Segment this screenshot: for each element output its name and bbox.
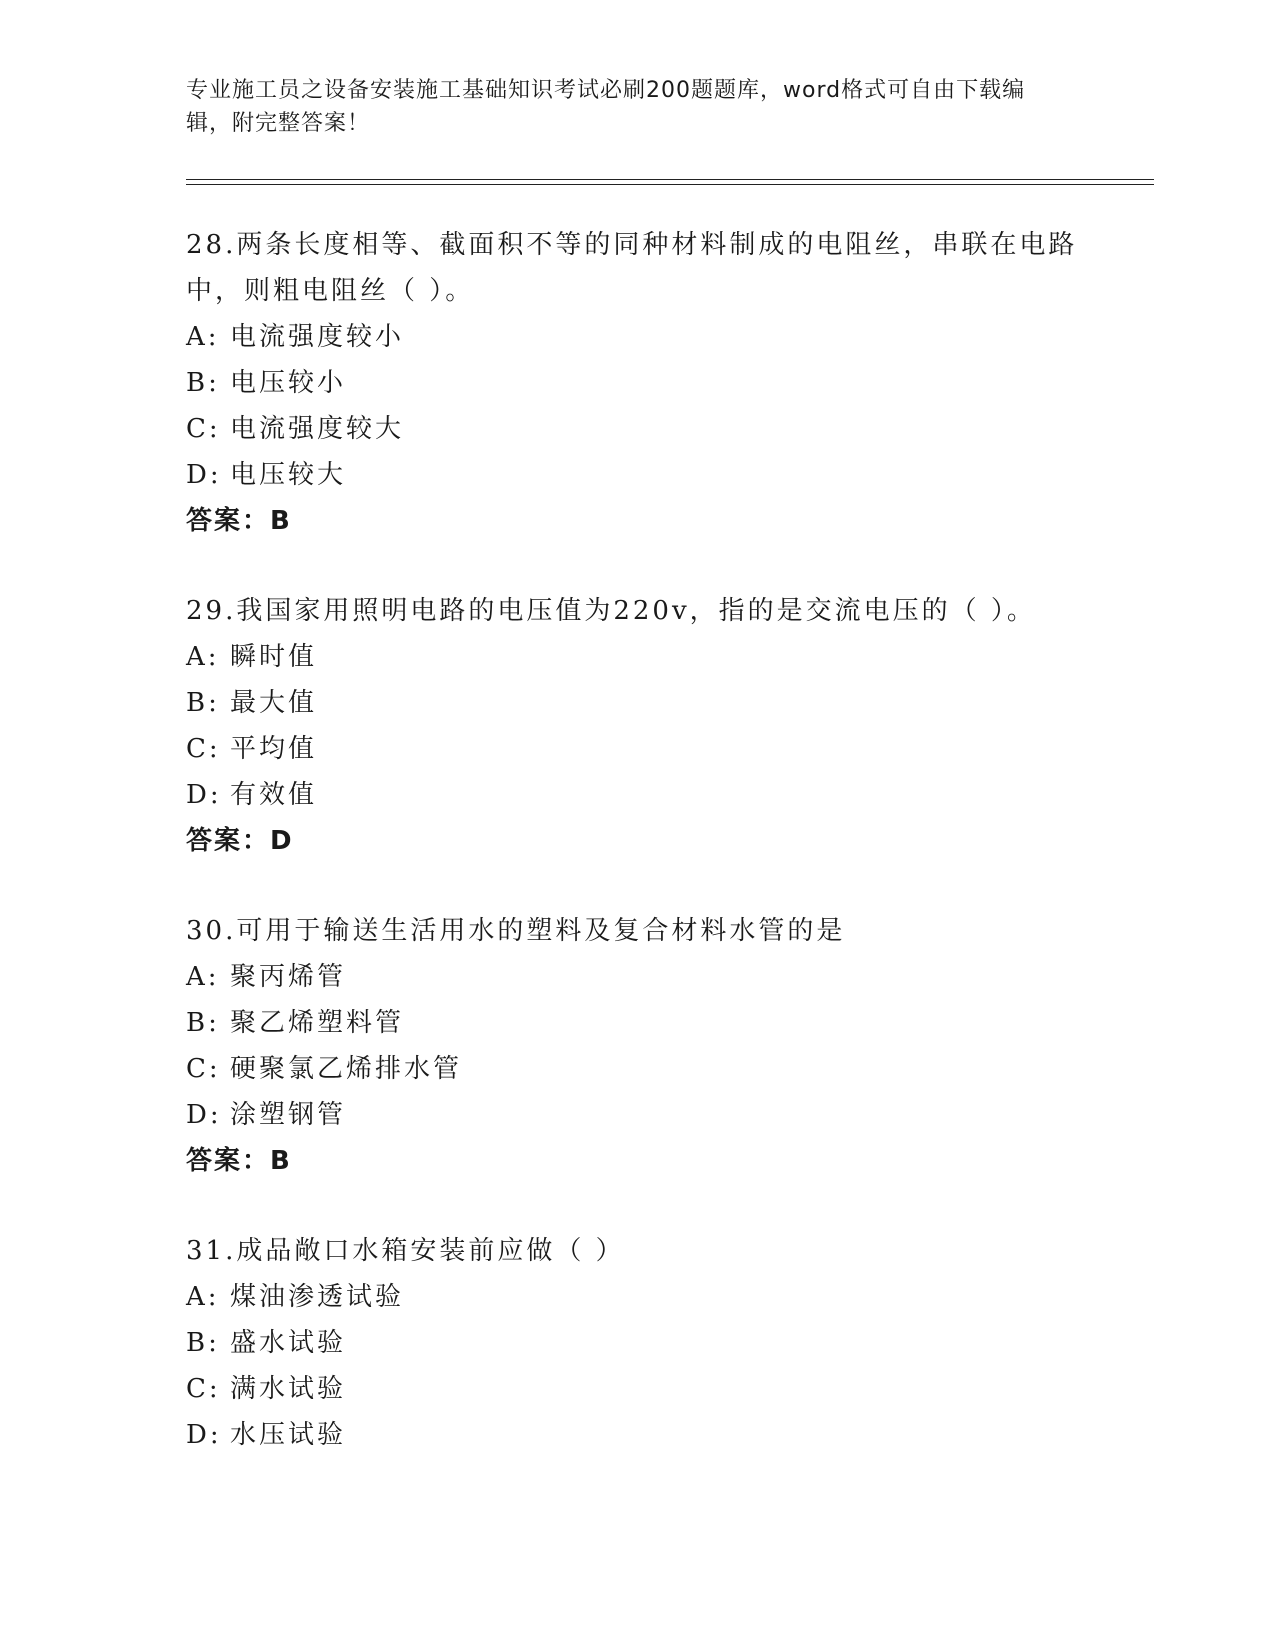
option-text: 电流强度较大	[230, 414, 405, 444]
option-d	[186, 1092, 1146, 1138]
option-text: 煤油渗透试验	[230, 1282, 405, 1312]
question-stem: 28.两条长度相等、截面积不等的同种材料制成的电阻丝，串联在电路中，则粗电阻丝（ ）。	[186, 230, 1078, 306]
option-a	[186, 314, 1146, 360]
header-divider-bottom	[186, 184, 1154, 185]
option-d	[186, 772, 1146, 818]
option-c	[186, 1046, 1146, 1092]
option-text: 电流强度较小	[230, 322, 405, 352]
option-text: 最大值	[230, 688, 318, 718]
answer-label: 答案：B	[186, 506, 292, 536]
option-text: 满水试验	[230, 1374, 347, 1404]
option-key: A:	[186, 322, 220, 352]
option-text: 水压试验	[230, 1420, 347, 1450]
question-30	[186, 908, 1146, 1184]
question-29	[186, 588, 1146, 864]
option-text: 盛水试验	[230, 1328, 347, 1358]
option-text: 电压较大	[230, 460, 347, 490]
option-key: B:	[186, 1328, 220, 1358]
option-text: 聚丙烯管	[230, 962, 347, 992]
option-key: A:	[186, 962, 220, 992]
option-text: 电压较小	[230, 368, 347, 398]
option-a	[186, 954, 1146, 1000]
option-text: 有效值	[230, 780, 318, 810]
option-key: A:	[186, 642, 220, 672]
document-header: 专业施工员之设备安装施工基础知识考试必刷200题题库，word格式可自由下载编辑，附完整答案！	[186, 78, 1026, 136]
option-c	[186, 406, 1146, 452]
option-key: D:	[186, 780, 222, 810]
option-key: C:	[186, 1374, 221, 1404]
option-b	[186, 1320, 1146, 1366]
question-stem: 31.成品敞口水箱安装前应做（ ）	[186, 1236, 625, 1266]
option-key: C:	[186, 734, 221, 764]
option-a	[186, 1274, 1146, 1320]
option-key: D:	[186, 1100, 222, 1130]
option-key: C:	[186, 414, 221, 444]
question-31	[186, 1228, 1146, 1458]
option-key: D:	[186, 460, 222, 490]
option-key: B:	[186, 688, 220, 718]
question-28	[186, 222, 1146, 544]
option-b	[186, 1000, 1146, 1046]
option-key: C:	[186, 1054, 221, 1084]
option-text: 瞬时值	[230, 642, 318, 672]
option-c	[186, 1366, 1146, 1412]
option-text: 聚乙烯塑料管	[230, 1008, 405, 1038]
question-stem: 30.可用于输送生活用水的塑料及复合材料水管的是	[186, 916, 846, 946]
answer-label: 答案：D	[186, 826, 294, 856]
option-b	[186, 360, 1146, 406]
option-b	[186, 680, 1146, 726]
option-c	[186, 726, 1146, 772]
option-key: D:	[186, 1420, 222, 1450]
question-stem: 29.我国家用照明电路的电压值为220v，指的是交流电压的（ ）。	[186, 596, 1036, 626]
option-key: B:	[186, 1008, 220, 1038]
option-d	[186, 452, 1146, 498]
option-text: 平均值	[230, 734, 318, 764]
option-key: B:	[186, 368, 220, 398]
option-text: 硬聚氯乙烯排水管	[230, 1054, 463, 1084]
header-divider-top	[186, 179, 1154, 180]
option-key: A:	[186, 1282, 220, 1312]
option-a	[186, 634, 1146, 680]
option-text: 涂塑钢管	[230, 1100, 347, 1130]
option-d	[186, 1412, 1146, 1458]
answer-label: 答案：B	[186, 1146, 292, 1176]
